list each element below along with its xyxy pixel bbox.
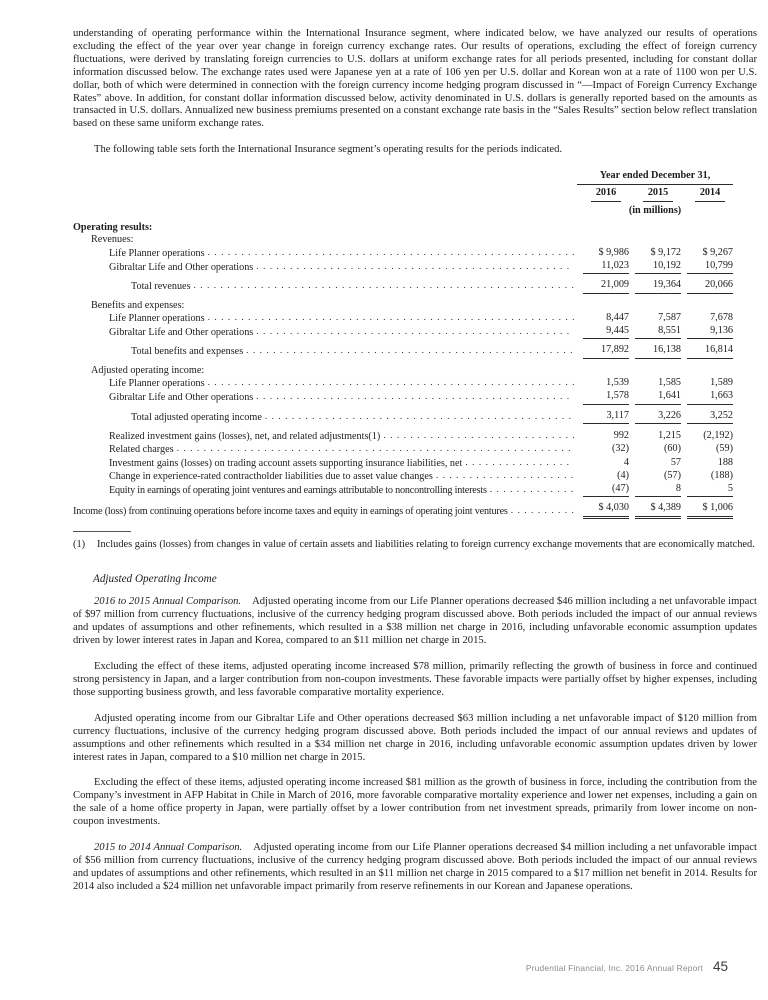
- dot-leader: [490, 484, 574, 496]
- value-2014: 20,066: [687, 279, 733, 293]
- dot-leader: [208, 377, 574, 389]
- page-footer: [526, 959, 728, 974]
- operating-results-table: [73, 170, 757, 519]
- value-2016: 9,445: [583, 325, 629, 339]
- value-2015: $ 9,172: [650, 246, 681, 258]
- value-2016: 11,023: [583, 260, 629, 274]
- paragraph: Adjusted operating income from our Gibraltar Life and Other operations decreased $63 million including a net unfavorable impact of $120 million from currency fluctuations, inclusive of the currency hedging program discussed above. Both periods included the impact of our annual reviews and updates of assumptions and other refinements which resulted in a $34 million net charge in 2016, including unfavorable economic assumption updates driven by lower interest rates in Japan, compared to a $10 million net charge in 2015.: [73, 712, 757, 763]
- year-2014: 2014: [695, 187, 725, 201]
- intro-paragraph: understanding of operating performance within the International Insurance segment, where indicated below, we have analyzed our results of operations excluding the effect of the year over year change in foreign currency exchange rates. Our results of operations, excluding the effect of foreign currency fluctuations, were derived by translating foreign currencies to U.S. dollars at uniform exchange rates for all periods presented, including for constant dollar information discussed below. The exchange rates used were Japanese yen at a rate of 106 yen per U.S. dollar and Korean won at a rate of 1100 won per U.S. dollar, both of which were determined in connection with the foreign currency income hedging program discussed in “—Impact of Foreign Currency Exchange Rates” above. In addition, for constant dollar information discussed below, activity denominated in U.S. dollars is generally reported based on the amounts as transacted in U.S. dollars. Annualized new business premiums presented on a constant exchange rate basis in the “Sales Results” section below reflect translation based on these same uniform exchange rates.: [73, 28, 757, 130]
- value-2015: 3,226: [635, 410, 681, 424]
- footnote: [73, 539, 757, 552]
- value-2015: 19,364: [635, 279, 681, 293]
- section-heading: Adjusted Operating Income: [93, 573, 217, 586]
- value-2014: 10,799: [687, 260, 733, 274]
- value-2015: $ 4,389: [635, 502, 681, 518]
- value-2014: (2,192): [703, 429, 733, 441]
- value-2015: 8,551: [635, 325, 681, 339]
- table-section-operating-results: Operating results:: [73, 222, 153, 234]
- document-page: [73, 28, 757, 907]
- dot-leader: [436, 470, 574, 482]
- table-row: Equity in earnings of operating joint ventures and earnings attributable to noncontrolling interests . . . (47) 8 5: [73, 483, 757, 497]
- table-row-total: Total revenues . . . 21,009 19,364 20,066: [73, 279, 757, 293]
- table-section-revenues: Revenues:: [91, 234, 134, 246]
- value-2015: 16,138: [635, 344, 681, 358]
- table-row-total: Total benefits and expenses . . . 17,892 16,138 16,814: [73, 344, 757, 358]
- footnote-marker: (1): [73, 538, 86, 550]
- table-row: Life Planner operations . . . $ 9,986 $ 9,172 $ 9,267: [73, 247, 757, 260]
- dot-leader: [465, 457, 574, 469]
- table-row: Life Planner operations . . . 8,447 7,587 7,678: [73, 312, 757, 325]
- dot-leader: [511, 505, 574, 517]
- footnote-text: Includes gains (losses) from changes in value of certain assets and liabilities relating to foreign currency exchange movements that are economically matched.: [97, 538, 755, 550]
- period-header: Year ended December 31,: [577, 170, 733, 185]
- page-number: 45: [712, 959, 728, 974]
- value-2015: 8: [635, 483, 681, 497]
- paragraph: Excluding the effect of these items, adjusted operating income increased $78 million, primarily reflecting the growth of business in force and continued strong persistency in Japan, and a larger contribution from non-coupon investments. These favorable impacts were partially offset by higher expenses, including those supporting business growth, and less favorable comparative mortality experience.: [73, 661, 757, 698]
- value-2015: 1,585: [658, 377, 681, 389]
- value-2015: (60): [664, 443, 681, 455]
- table-row-income-total: Income (loss) from continuing operations before income taxes and equity in earnings of operating joint ventures . . . $ 4,030 $ 4,389 $ 1,006: [73, 502, 757, 518]
- table-row-total: Total adjusted operating income . . . 3,117 3,226 3,252: [73, 410, 757, 424]
- table-row: Change in experience-rated contractholder liabilities due to asset value changes . . . (4) (57) (188): [73, 470, 757, 483]
- value-2014: 3,252: [687, 410, 733, 424]
- value-2016: $ 9,986: [598, 246, 629, 258]
- dot-leader: [208, 312, 574, 324]
- value-2016: 992: [613, 429, 629, 441]
- value-2016: 21,009: [583, 279, 629, 293]
- value-2014: 1,589: [710, 377, 733, 389]
- value-2014: 1,663: [687, 390, 733, 404]
- table-row: Gibraltar Life and Other operations . . . 9,445 8,551 9,136: [73, 325, 757, 339]
- dot-leader: [208, 247, 574, 259]
- paragraph-2016-2015: [73, 596, 757, 648]
- value-2014: 188: [717, 456, 733, 468]
- value-2016: (32): [612, 443, 629, 455]
- paragraph: Excluding the effect of these items, adjusted operating income increased $81 million as the growth of business in force, including the contribution from the Company’s investment in AFP Habitat in Chile in March of 2016, more favorable comparative mortality experience and lower net expenses, including a gain on the sale of a home office property in Japan, were partially offset by a lower contribution from net investment spreads, primarily from lower income on non-coupon investments.: [73, 777, 757, 828]
- value-2014: 7,678: [710, 311, 733, 323]
- value-2014: 16,814: [687, 344, 733, 358]
- footer-text: Prudential Financial, Inc. 2016 Annual Report: [525, 963, 703, 973]
- paragraph-2015-2014: [73, 842, 757, 894]
- year-2016: 2016: [591, 187, 621, 201]
- dot-leader: [256, 326, 574, 338]
- table-header: [73, 170, 757, 217]
- table-row: Gibraltar Life and Other operations . . . 1,578 1,641 1,663: [73, 390, 757, 404]
- value-2016: 1,539: [606, 377, 629, 389]
- value-2016: 4: [623, 456, 629, 468]
- value-2015: 10,192: [635, 260, 681, 274]
- table-section-adjusted-operating-income: Adjusted operating income:: [91, 364, 205, 376]
- value-2016: 8,447: [606, 311, 629, 323]
- table-intro: The following table sets forth the International Insurance segment’s operating results for the periods indicated.: [94, 144, 563, 156]
- dot-leader: [194, 280, 574, 292]
- paragraph-text: Adjusted operating income from our Life Planner operations decreased $46 million including a net unfavorable impact of $97 million from currency fluctuations, inclusive of the currency hedging program discussed above. Both periods included the impact of our annual reviews and updates of assumptions and other refinements, which resulted in a $38 million net charge in 2016, including unfavorable economic assumption updates driven by lower interest rates in Japan and Korea, compared to an $11 million net charge in 2015.: [73, 596, 757, 647]
- dot-leader: [383, 430, 574, 442]
- value-2016: 17,892: [583, 344, 629, 358]
- table-section-benefits-expenses: Benefits and expenses:: [91, 299, 185, 311]
- table-row: Related charges . . . (32) (60) (59): [73, 443, 757, 456]
- value-2014: 9,136: [687, 325, 733, 339]
- value-2014: (59): [716, 443, 733, 455]
- footnote-rule: [73, 531, 131, 532]
- year-2015: 2015: [643, 187, 673, 201]
- dot-leader: [265, 411, 574, 423]
- dot-leader: [256, 261, 574, 273]
- dot-leader: [246, 345, 574, 357]
- value-2014: 5: [687, 483, 733, 497]
- paragraph-text: Adjusted operating income from our Life Planner operations decreased $4 million including a net unfavorable impact of $56 million from currency fluctuations, inclusive of the currency hedging program discussed above. Both periods included the impact of our annual reviews and updates of assumptions and other refinements, which resulted in an $11 million net charge in 2015 compared to a $17 million net benefit in 2014. Results for 2014 also included a $24 million net unfavorable impact primarily from reserve refinements in our Korean and Japanese operations.: [73, 842, 757, 892]
- value-2015: 7,587: [658, 311, 681, 323]
- value-2015: (57): [664, 469, 681, 481]
- value-2014: $ 1,006: [687, 502, 733, 518]
- table-row: Investment gains (losses) on trading account assets supporting insurance liabilities, net . . . 4 57 188: [73, 457, 757, 470]
- value-2015: 57: [670, 456, 681, 468]
- value-2016: (47): [583, 483, 629, 497]
- table-row: Realized investment gains (losses), net, and related adjustments(1) . . . 992 1,215 (2,192): [73, 430, 757, 443]
- year-header-row: [577, 187, 733, 201]
- value-2014: (188): [710, 469, 733, 481]
- table-row: Gibraltar Life and Other operations . . . 11,023 10,192 10,799: [73, 260, 757, 274]
- value-2014: $ 9,267: [702, 246, 733, 258]
- value-2015: 1,215: [658, 429, 681, 441]
- units-label: (in millions): [628, 204, 682, 216]
- table-row: Life Planner operations . . . 1,539 1,585 1,589: [73, 377, 757, 390]
- value-2016: 1,578: [583, 390, 629, 404]
- lead-in: 2015 to 2014 Annual Comparison.: [94, 842, 243, 854]
- value-2016: $ 4,030: [583, 502, 629, 518]
- value-2016: 3,117: [583, 410, 629, 424]
- dot-leader: [256, 391, 574, 403]
- value-2016: (4): [617, 469, 629, 481]
- dot-leader: [177, 443, 574, 455]
- lead-in: 2016 to 2015 Annual Comparison.: [94, 596, 242, 608]
- value-2015: 1,641: [635, 390, 681, 404]
